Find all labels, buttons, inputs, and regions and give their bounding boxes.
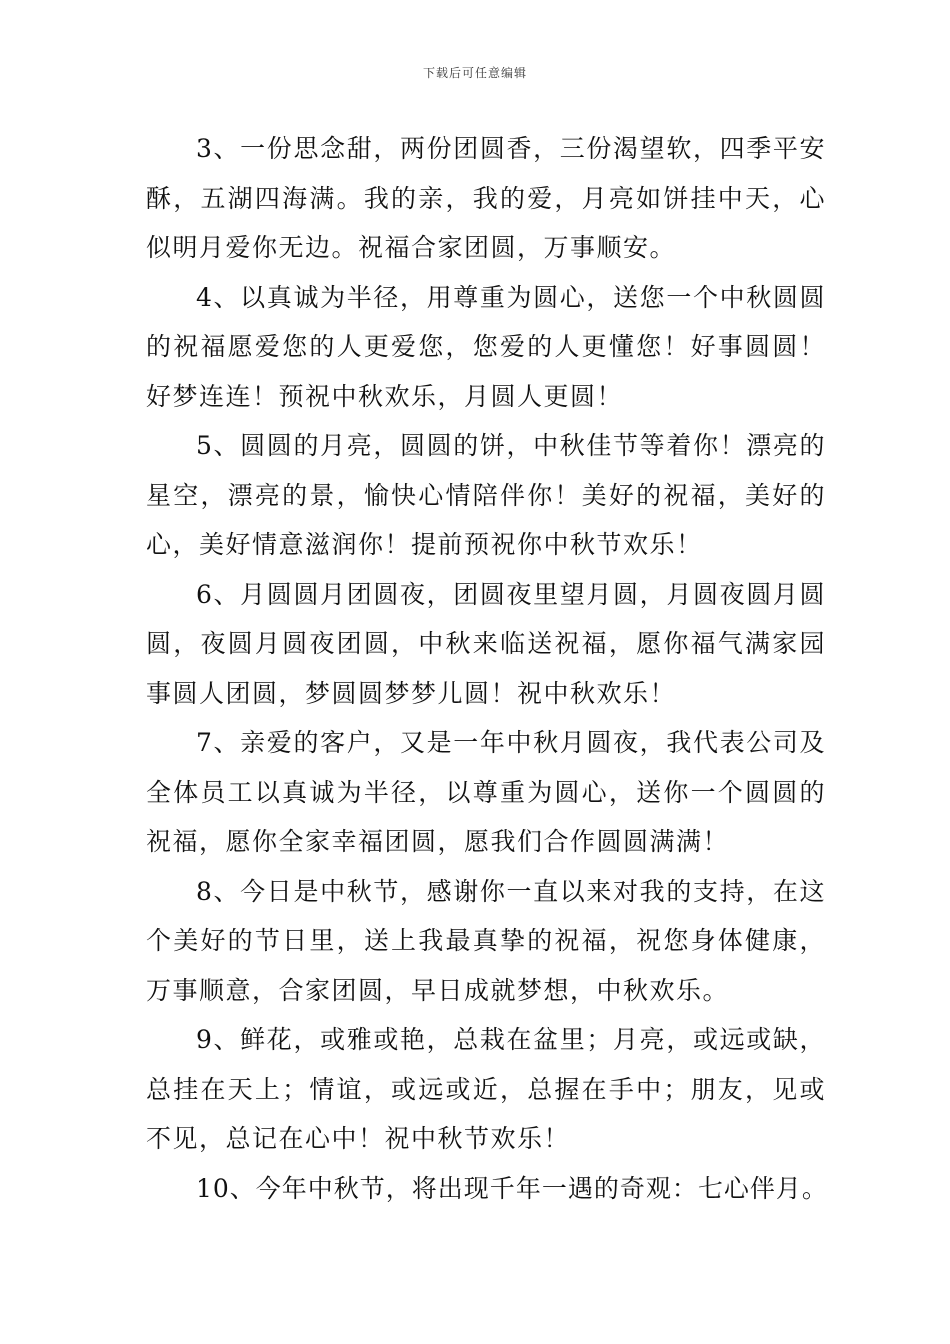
paragraph-9: 9、鲜花，或雅或艳，总栽在盆里；月亮，或远或缺，总挂在天上；情谊，或远或近，总握在手中；朋友，见或不见，总记在心中！祝中秋节欢乐！	[146, 1025, 826, 1153]
paragraph-7: 7、亲爱的客户，又是一年中秋月圆夜，我代表公司及全体员工以真诚为半径，以尊重为圆心，送你一个圆圆的祝福，愿你全家幸福团圆，愿我们合作圆圆满满！	[146, 728, 826, 856]
paragraph-3: 3、一份思念甜，两份团圆香，三份渴望软，四季平安酥，五湖四海满。我的亲，我的爱，月亮如饼挂中天，心似明月爱你无边。祝福合家团圆，万事顺安。	[146, 134, 826, 262]
paragraph-6: 6、月圆圆月团圆夜，团圆夜里望月圆，月圆夜圆月圆圆，夜圆月圆夜团圆，中秋来临送祝福，愿你福气满家园事圆人团圆，梦圆圆梦梦儿圆！祝中秋欢乐！	[146, 579, 826, 708]
paragraph-10: 10、今年中秋节，将出现千年一遇的奇观：七心伴月。	[196, 1173, 828, 1203]
paragraph-5: 5、圆圆的月亮，圆圆的饼，中秋佳节等着你！漂亮的星空，漂亮的景，愉快心情陪伴你！美好的祝福，美好的心，美好情意滋润你！提前预祝你中秋节欢乐！	[146, 431, 826, 559]
document-body	[146, 124, 826, 1213]
page-header: 下载后可任意编辑	[422, 66, 527, 80]
paragraph-4: 4、以真诚为半径，用尊重为圆心，送您一个中秋圆圆的祝福愿爱您的人更爱您，您爱的人更懂您！好事圆圆！好梦连连！预祝中秋欢乐，月圆人更圆！	[146, 282, 826, 411]
paragraph-8: 8、今日是中秋节，感谢你一直以来对我的支持，在这个美好的节日里，送上我最真挚的祝福，祝您身体健康，万事顺意，合家团圆，早日成就梦想，中秋欢乐。	[146, 876, 826, 1005]
